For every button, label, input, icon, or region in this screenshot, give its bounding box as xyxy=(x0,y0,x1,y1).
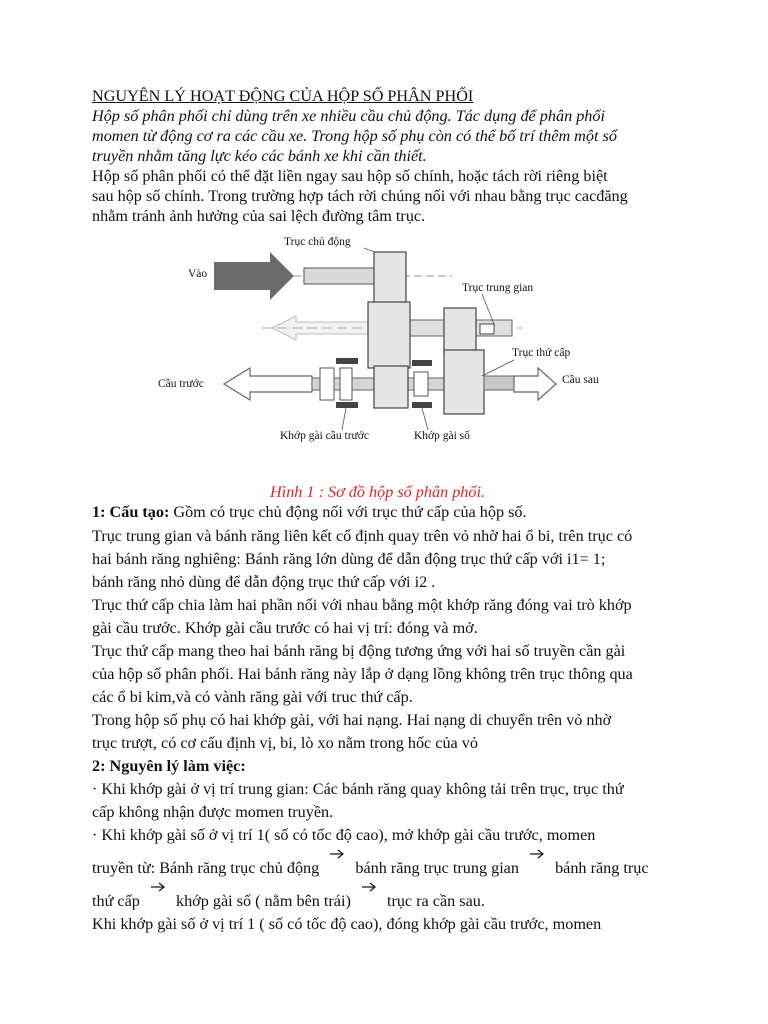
section2-line: cấp không nhận được momen truyền. xyxy=(92,803,334,821)
input-arrow xyxy=(214,252,294,300)
label-khop-gai-so: Khớp gài số xyxy=(414,430,470,442)
output-gear-1 xyxy=(374,366,408,408)
section1-line: gài cầu trước. Khớp gài cầu trước có hai vị trí: đóng và mở. xyxy=(92,619,478,637)
section2-heading: 2: Nguyên lý làm việc: xyxy=(92,757,246,775)
intro-italic-line: truyền nhằm tăng lực kéo các bánh xe khi cần thiết. xyxy=(92,147,427,165)
section1-line: Trục trung gian và bánh răng liên kết cố định quay trên vỏ nhờ hai ổ bi, trên trục có xyxy=(92,527,633,545)
document-title: NGUYÊN LÝ HOẠT ĐỘNG CỦA HỘP SỐ PHÂN PHỐI xyxy=(92,87,474,105)
label-vao: Vào xyxy=(188,268,208,280)
section1-line: các ổ bi kim,và có vành răng gài với truc thứ cấp. xyxy=(92,688,413,706)
label-truc-trung-gian: Trục trung gian xyxy=(462,282,534,294)
section1-line: bánh răng nhỏ dùng để dẫn động trục thứ cấp với i2 . xyxy=(92,573,436,591)
label-khop-gai-cau-truoc: Khớp gài cầu trước xyxy=(280,430,369,442)
intro-italic-line: momen từ động cơ ra các cầu xe. Trong hộp số phụ còn có thể bố trí thêm một số xyxy=(92,127,617,145)
label-cau-truoc: Cầu trước xyxy=(158,378,204,390)
front-coupler-part xyxy=(320,368,334,400)
intermediate-large-gear xyxy=(368,302,410,368)
label-truc-chu-dong: Trục chủ động xyxy=(284,236,351,248)
right-arrow-icon xyxy=(148,891,168,911)
label-cau-sau: Cầu sau xyxy=(562,374,599,386)
rear-axle-arrow xyxy=(514,368,556,400)
flow-line-2 xyxy=(92,891,485,911)
section2-line: · Khi khớp gài ở vị trí trung gian: Các bánh răng quay không tải trên trục, trục thứ xyxy=(92,780,624,798)
intro-line: Hộp số phân phối có thể đặt liền ngay sau hộp số chính, hoặc tách rời riêng biệt xyxy=(92,167,608,185)
leader-line xyxy=(364,248,374,252)
section1-line: trục trượt, có cơ cấu định vị, bi, lò xo nằm trong hốc của vỏ xyxy=(92,734,478,752)
flow-step: bánh răng trục xyxy=(555,859,649,877)
section2-line: · Khi khớp gài số ở vị trí 1( số có tốc độ cao), mở khớp gài cầu trước, momen xyxy=(92,826,596,844)
input-shaft xyxy=(304,268,374,284)
flow-line-1 xyxy=(92,858,649,878)
flow-step: khớp gài số ( nằm bên trái) xyxy=(175,892,351,910)
input-gear xyxy=(374,252,406,304)
figure-caption: Hình 1 : Sơ đồ hộp số phân phối. xyxy=(270,483,486,501)
intro-italic-line: Hộp số phân phối chỉ dùng trên xe nhiều cầu chủ động. Tác dụng để phân phối xyxy=(92,107,605,125)
front-fork xyxy=(336,358,358,364)
section1-line: hai bánh răng nghiêng: Bánh răng lớn dùng để dẫn động trục thứ cấp với i1= 1; xyxy=(92,550,606,568)
section1-first-line xyxy=(92,502,527,522)
section1-first-text: Gồm có trục chủ động nối với trục thứ cấp của hộp số. xyxy=(169,503,527,521)
section1-line: của hộp số phân phối. Hai bánh răng này lắp ở dạng lồng không trên trục thông qua xyxy=(92,665,633,683)
leader-line xyxy=(482,360,514,376)
front-coupler-sleeve xyxy=(340,368,352,400)
section1-line: Trục thứ cấp chia làm hai phần nối với nhau bằng một khớp răng đóng vai trò khớp xyxy=(92,596,632,614)
section1-line: Trục thứ cấp mang theo hai bánh răng bị động tương ứng với hai số truyền cần gài xyxy=(92,642,626,660)
flow-step: truyền từ: Bánh răng trục chủ động xyxy=(92,859,320,877)
right-arrow-icon xyxy=(327,858,347,878)
intermediate-small-gear xyxy=(444,308,476,354)
front-axle-arrow xyxy=(224,368,312,400)
right-arrow-icon xyxy=(527,858,547,878)
diagram-drawing xyxy=(152,232,622,450)
gear-fork xyxy=(412,360,432,366)
intro-line: nhằm tránh ảnh hưởng của sai lệch đường tâm trục. xyxy=(92,207,426,225)
flow-step: trục ra cần sau. xyxy=(386,892,485,910)
transfer-case-diagram xyxy=(152,232,622,450)
front-fork xyxy=(336,402,358,408)
right-arrow-icon xyxy=(359,891,379,911)
bearing xyxy=(480,324,494,334)
section2-last-line: Khi khớp gài số ở vị trí 1 ( số có tốc độ cao), đóng khớp gài cầu trước, momen xyxy=(92,915,602,933)
leader-line xyxy=(342,408,346,430)
gear-coupler xyxy=(414,372,428,396)
label-truc-thu-cap: Trục thứ cấp xyxy=(512,347,571,359)
flow-step: bánh răng trục trung gian xyxy=(355,859,519,877)
output-gear-2 xyxy=(444,350,484,414)
flow-step: thứ cấp xyxy=(92,892,140,910)
section1-line: Trong hộp số phụ có hai khớp gài, với hai nạng. Hai nạng di chuyển trên vỏ nhờ xyxy=(92,711,612,729)
intro-line: sau hộp số chính. Trong trường hợp tách rời chúng nối với nhau bằng trục cacđăng xyxy=(92,187,628,205)
rear-shaft xyxy=(484,376,514,390)
section1-heading: 1: Cấu tạo: xyxy=(92,503,170,521)
leader-line xyxy=(422,408,428,430)
gear-fork xyxy=(412,402,432,408)
